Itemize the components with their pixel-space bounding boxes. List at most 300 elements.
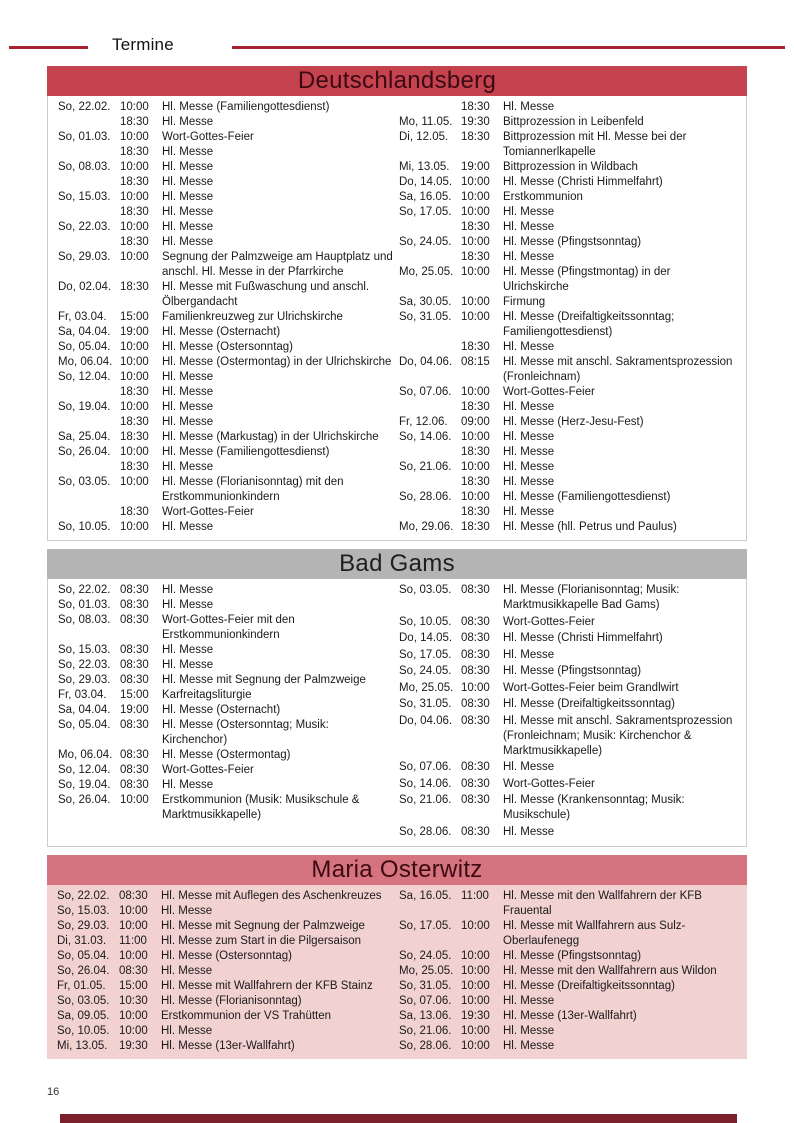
event-date: So, 17.05. [399, 648, 452, 661]
schedule-row [58, 115, 399, 130]
event-time: 08:30 [120, 779, 149, 791]
schedule-row [399, 825, 740, 840]
schedule-row [58, 355, 399, 370]
event-date: Do, 04.06. [399, 356, 453, 368]
event-date: So, 28.06. [399, 491, 452, 503]
event-description: Wort-Gottes-Feier [162, 764, 254, 776]
event-date: So, 10.05. [399, 615, 452, 628]
schedule-row [399, 475, 740, 490]
event-date: So, 14.06. [399, 431, 452, 443]
schedule-row [58, 643, 399, 658]
section-title-deutschlandsberg: Deutschlandsberg [47, 66, 747, 96]
header-rule-right [232, 46, 785, 49]
section-bad-gams [47, 549, 747, 847]
section-body-maria-osterwitz [47, 885, 747, 1059]
event-description: Hl. Messe [162, 584, 214, 596]
event-date: Sa, 16.05. [399, 890, 452, 902]
schedule-row [57, 889, 399, 904]
event-date: So, 15.03. [58, 191, 111, 203]
schedule-row [399, 979, 741, 994]
schedule-row [58, 310, 399, 325]
event-date: So, 26.04. [57, 965, 110, 977]
event-time: 19:30 [461, 116, 490, 128]
event-description: Hl. Messe (hll. Petrus und Paulus) [503, 521, 677, 533]
event-time: 18:30 [461, 521, 490, 533]
schedule-column-left [58, 583, 399, 841]
schedule-row [58, 520, 399, 535]
event-description: Hl. Messe [161, 1025, 213, 1037]
event-time: 10:00 [120, 101, 149, 113]
event-description: Hl. Messe mit Auflegen des Aschenkreuzes [161, 890, 382, 902]
schedule-row [399, 355, 740, 385]
event-date: So, 03.05. [57, 995, 110, 1007]
event-time: 10:00 [461, 980, 490, 992]
event-date: So, 22.02. [57, 890, 110, 902]
event-description: Hl. Messe mit Segnung der Palmzweige [161, 920, 365, 932]
page-header [0, 34, 794, 60]
event-time: 10:00 [120, 356, 149, 368]
schedule-row [58, 430, 399, 445]
event-time: 18:30 [461, 341, 490, 353]
event-description: Hl. Messe (Krankensonntag; Musik: Musikschule) [503, 794, 685, 821]
event-time: 18:30 [461, 446, 490, 458]
event-time: 10:00 [461, 311, 490, 323]
schedule-row [58, 658, 399, 673]
event-description: Hl. Messe (Florianisonntag; Musik: Marktmusikkapelle Bad Gams) [503, 584, 680, 611]
event-time: 10:00 [461, 491, 490, 503]
event-date: So, 19.04. [58, 779, 111, 791]
event-time: 10:00 [461, 296, 490, 308]
event-description: Wort-Gottes-Feier [162, 506, 254, 518]
event-description: Hl. Messe mit Wallfahrern aus Sulz-Oberlaufenegg [503, 920, 686, 947]
event-time: 08:30 [461, 761, 490, 773]
schedule-row [58, 400, 399, 415]
event-time: 19:00 [120, 326, 149, 338]
event-date: Mi, 13.05. [399, 161, 450, 173]
event-description: Bittprozession in Leibenfeld [503, 116, 644, 128]
event-description: Hl. Messe [161, 905, 213, 917]
event-date: So, 10.05. [57, 1025, 110, 1037]
event-description: Hl. Messe [161, 965, 213, 977]
event-time: 18:30 [461, 401, 490, 413]
schedule-row [58, 415, 399, 430]
event-description: Familienkreuzweg zur Ulrichskirche [162, 311, 343, 323]
event-time: 08:30 [461, 825, 490, 838]
event-time: 08:30 [120, 764, 149, 776]
event-time: 08:30 [461, 648, 490, 661]
event-date: Do, 14.05. [399, 632, 453, 644]
event-description: Erstkommunion (Musik: Musikschule & Marktmusikkapelle) [162, 794, 360, 821]
event-date: So, 31.05. [399, 311, 452, 323]
event-time: 08:30 [120, 599, 149, 611]
schedule-row [58, 145, 399, 160]
event-description: Wort-Gottes-Feier [503, 777, 595, 790]
event-description: Hl. Messe [162, 461, 214, 473]
event-description: Hl. Messe (Pfingstsonntag) [503, 665, 642, 677]
event-time: 18:30 [461, 221, 490, 233]
schedule-column-left [57, 889, 399, 1054]
event-description: Hl. Messe [162, 401, 214, 413]
event-date: So, 22.02. [58, 101, 111, 113]
event-date: So, 17.05. [399, 920, 452, 932]
schedule-row [399, 130, 740, 160]
event-description: Hl. Messe (Florianisonntag) mit den Erstkommunionkindern [162, 476, 344, 503]
event-description: Hl. Messe (Ostersonntag) [162, 341, 294, 353]
schedule-row [58, 160, 399, 175]
schedule-row [58, 385, 399, 400]
event-description: Hl. Messe (Dreifaltigkeitssonntag; Familiengottesdienst) [503, 311, 675, 338]
event-date: Do, 02.04. [58, 281, 112, 293]
event-date: So, 29.03. [58, 251, 111, 263]
event-date: So, 24.05. [399, 665, 452, 677]
event-time: 19:00 [120, 704, 149, 716]
schedule-row [57, 949, 399, 964]
schedule-row [399, 615, 740, 630]
event-description: Hl. Messe (Pfingstmontag) in der Ulrichskirche [503, 266, 671, 293]
event-time: 10:00 [119, 920, 148, 932]
schedule-column-right [399, 100, 740, 535]
schedule-row [57, 1039, 399, 1054]
event-date: Mo, 25.05. [399, 266, 454, 278]
event-time: 10:00 [120, 221, 149, 233]
schedule-row [399, 340, 740, 355]
schedule-row [58, 280, 399, 310]
event-time: 19:00 [461, 161, 490, 173]
event-date: Fr, 03.04. [58, 689, 107, 701]
schedule-row [58, 370, 399, 385]
event-description: Hl. Messe mit Fußwaschung und anschl. Ölbergandacht [162, 281, 370, 308]
event-time: 18:30 [120, 416, 149, 428]
event-description: Hl. Messe [162, 176, 214, 188]
event-date: Fr, 01.05. [57, 980, 106, 992]
event-time: 10:00 [461, 236, 490, 248]
event-description: Hl. Messe (Osternacht) [162, 704, 281, 716]
event-time: 08:30 [120, 659, 149, 671]
schedule-row [58, 325, 399, 340]
event-description: Hl. Messe [162, 644, 214, 656]
event-time: 18:30 [461, 506, 490, 518]
event-date: Mi, 13.05. [57, 1040, 108, 1052]
event-time: 08:30 [120, 674, 149, 686]
event-time: 10:00 [119, 950, 148, 962]
schedule-content [47, 66, 747, 1067]
schedule-row [399, 460, 740, 475]
event-description: Hl. Messe zum Start in die Pilgersaison [161, 935, 362, 947]
event-date: So, 22.03. [58, 221, 111, 233]
event-description: Hl. Messe (Osternacht) [162, 326, 281, 338]
event-time: 18:30 [120, 281, 149, 293]
event-description: Hl. Messe (Familiengottesdienst) [162, 446, 330, 458]
event-description: Hl. Messe (Markustag) in der Ulrichskirche [162, 431, 379, 443]
event-description: Hl. Messe [503, 476, 555, 488]
schedule-row [58, 703, 399, 718]
event-time: 18:30 [120, 431, 149, 443]
event-date: So, 01.03. [58, 131, 111, 143]
event-time: 11:00 [461, 890, 489, 902]
schedule-row [399, 115, 740, 130]
schedule-row [399, 400, 740, 415]
schedule-row [399, 385, 740, 400]
schedule-row [58, 460, 399, 475]
event-date: Di, 31.03. [57, 935, 107, 947]
schedule-row [58, 175, 399, 190]
schedule-row [399, 949, 741, 964]
event-description: Hl. Messe [162, 386, 214, 398]
event-description: Hl. Messe [503, 1040, 555, 1052]
schedule-row [399, 100, 740, 115]
event-description: Hl. Messe [503, 206, 555, 218]
event-description: Hl. Messe (Familiengottesdienst) [162, 101, 330, 113]
event-time: 18:30 [120, 386, 149, 398]
schedule-row [58, 688, 399, 703]
event-date: Sa, 30.05. [399, 296, 452, 308]
event-description: Hl. Messe [503, 341, 555, 353]
event-description: Hl. Messe mit den Wallfahrern aus Wildon [503, 965, 717, 977]
event-time: 15:00 [119, 980, 148, 992]
event-date: So, 29.03. [58, 674, 111, 686]
event-description: Hl. Messe (Ostermontag) [162, 749, 291, 761]
event-time: 10:00 [461, 950, 490, 962]
event-date: Mo, 06.04. [58, 356, 113, 368]
event-description: Karfreitagsliturgie [162, 689, 252, 701]
event-time: 18:30 [120, 461, 149, 473]
event-time: 10:00 [461, 191, 490, 203]
event-description: Hl. Messe [503, 446, 555, 458]
schedule-row [399, 777, 740, 792]
event-date: Do, 04.06. [399, 714, 453, 727]
schedule-row [58, 778, 399, 793]
event-description: Wort-Gottes-Feier beim Grandlwirt [503, 681, 679, 694]
event-time: 10:00 [120, 161, 149, 173]
schedule-row [58, 205, 399, 220]
event-time: 18:30 [120, 176, 149, 188]
schedule-row [58, 475, 399, 505]
event-time: 18:30 [461, 101, 490, 113]
event-description: Hl. Messe [162, 659, 214, 671]
event-description: Hl. Messe (Ostersonntag; Musik: Kirchenchor) [162, 719, 329, 746]
event-time: 15:00 [120, 311, 149, 323]
event-date: Sa, 04.04. [58, 326, 111, 338]
event-date: Sa, 09.05. [57, 1010, 110, 1022]
event-time: 18:30 [461, 251, 490, 263]
event-date: So, 10.05. [58, 521, 111, 533]
footer-bar [60, 1114, 737, 1123]
section-deutschlandsberg [47, 66, 747, 541]
schedule-row [58, 583, 399, 598]
event-description: Wort-Gottes-Feier [162, 131, 254, 143]
event-date: Mo, 11.05. [399, 116, 453, 128]
event-date: So, 03.05. [58, 476, 111, 488]
event-description: Bittprozession mit Hl. Messe bei der Tomiannerlkapelle [503, 131, 687, 158]
event-time: 08:15 [461, 356, 490, 368]
schedule-row [58, 190, 399, 205]
event-time: 10:30 [119, 995, 148, 1007]
event-description: Hl. Messe [162, 371, 214, 383]
event-description: Erstkommunion [503, 191, 583, 203]
event-description: Hl. Messe [503, 221, 555, 233]
schedule-row [399, 760, 740, 775]
section-title-maria-osterwitz: Maria Osterwitz [47, 855, 747, 885]
event-date: Mo, 06.04. [58, 749, 113, 761]
schedule-row [399, 205, 740, 220]
event-date: So, 12.04. [58, 371, 111, 383]
schedule-row [399, 160, 740, 175]
schedule-row [399, 1009, 741, 1024]
event-description: Hl. Messe [162, 779, 214, 791]
event-description: Firmung [503, 296, 546, 308]
event-time: 18:30 [120, 116, 149, 128]
event-description: Hl. Messe [503, 251, 555, 263]
schedule-row [57, 934, 399, 949]
event-time: 10:00 [461, 965, 490, 977]
schedule-row [399, 415, 740, 430]
schedule-row [399, 631, 740, 646]
event-time: 10:00 [461, 206, 490, 218]
event-time: 08:30 [461, 584, 490, 596]
event-time: 18:30 [120, 206, 149, 218]
event-description: Hl. Messe [503, 761, 555, 773]
section-title-bad-gams: Bad Gams [47, 549, 747, 579]
schedule-row [58, 235, 399, 250]
event-time: 10:00 [120, 191, 149, 203]
event-date: So, 26.04. [58, 794, 111, 806]
event-description: Hl. Messe [162, 161, 214, 173]
event-description: Hl. Messe [162, 116, 214, 128]
event-time: 18:30 [120, 236, 149, 248]
event-time: 08:30 [461, 794, 490, 806]
event-description: Hl. Messe [503, 401, 555, 413]
event-date: So, 12.04. [58, 764, 111, 776]
event-time: 10:00 [461, 386, 490, 398]
schedule-row [399, 490, 740, 505]
event-description: Hl. Messe mit Wallfahrern der KFB Stainz [161, 980, 373, 992]
schedule-row [399, 505, 740, 520]
schedule-column-right [399, 583, 740, 841]
event-time: 09:00 [461, 416, 490, 428]
event-time: 10:00 [120, 476, 149, 488]
event-date: So, 26.04. [58, 446, 111, 458]
event-description: Bittprozession in Wildbach [503, 161, 638, 173]
page-number: 16 [47, 1086, 60, 1098]
schedule-row [399, 265, 740, 295]
event-date: Mo, 25.05. [399, 965, 454, 977]
event-time: 19:30 [119, 1040, 148, 1052]
schedule-row [399, 1024, 741, 1039]
event-description: Hl. Messe [162, 416, 214, 428]
header-rule-left [9, 46, 88, 49]
event-description: Hl. Messe [503, 101, 555, 113]
event-time: 08:30 [461, 615, 490, 628]
schedule-row [57, 994, 399, 1009]
event-description: Segnung der Palmzweige am Hauptplatz und anschl. Hl. Messe in der Pfarrkirche [162, 251, 393, 278]
event-time: 08:30 [461, 777, 490, 790]
schedule-row [57, 1009, 399, 1024]
schedule-row [399, 714, 740, 759]
event-date: So, 01.03. [58, 599, 111, 611]
event-description: Wort-Gottes-Feier mit den Erstkommunionkindern [162, 614, 295, 641]
schedule-row [399, 295, 740, 310]
event-time: 08:30 [461, 665, 490, 677]
event-date: Sa, 16.05. [399, 191, 452, 203]
event-date: Sa, 04.04. [58, 704, 111, 716]
event-description: Hl. Messe [162, 521, 214, 533]
event-date: So, 05.04. [58, 719, 111, 731]
event-description: Hl. Messe [162, 146, 214, 158]
schedule-row [57, 904, 399, 919]
section-body-deutschlandsberg [47, 96, 747, 541]
event-time: 10:00 [119, 1010, 148, 1022]
schedule-row [399, 994, 741, 1009]
event-description: Hl. Messe mit Segnung der Palmzweige [162, 674, 366, 686]
event-date: Mo, 25.05. [399, 681, 454, 694]
event-time: 18:30 [461, 131, 490, 143]
event-time: 19:30 [461, 1010, 490, 1022]
event-time: 08:30 [120, 614, 149, 626]
event-date: Fr, 12.06. [399, 416, 448, 428]
schedule-row [399, 250, 740, 265]
event-description: Hl. Messe mit den Wallfahrern der KFB Frauental [503, 890, 702, 917]
event-time: 10:00 [461, 995, 490, 1007]
schedule-row [58, 250, 399, 280]
event-description: Hl. Messe (Christi Himmelfahrt) [503, 176, 663, 188]
event-date: Mo, 29.06. [399, 521, 454, 533]
event-time: 10:00 [461, 461, 490, 473]
schedule-row [399, 220, 740, 235]
event-description: Hl. Messe mit anschl. Sakramentsprozession (Fronleichnam; Musik: Kirchenchor & Marktmusikkapelle) [503, 714, 733, 757]
event-date: Sa, 25.04. [58, 431, 111, 443]
event-time: 10:00 [461, 920, 490, 932]
event-time: 10:00 [120, 794, 149, 806]
event-description: Hl. Messe (Ostermontag) in der Ulrichskirche [162, 356, 392, 368]
schedule-row [58, 598, 399, 613]
page-title: Termine [112, 35, 174, 54]
event-description: Hl. Messe [162, 191, 214, 203]
event-time: 11:00 [119, 935, 147, 947]
schedule-row [399, 235, 740, 250]
event-description: Hl. Messe [162, 236, 214, 248]
schedule-row [58, 763, 399, 778]
schedule-row [399, 919, 741, 949]
schedule-row [399, 889, 741, 919]
event-time: 08:30 [119, 965, 148, 977]
event-date: So, 24.05. [399, 236, 452, 248]
section-maria-osterwitz [47, 855, 747, 1059]
event-description: Wort-Gottes-Feier [503, 615, 595, 628]
event-time: 15:00 [120, 689, 149, 701]
event-description: Hl. Messe [503, 825, 555, 838]
event-date: So, 07.06. [399, 995, 452, 1007]
event-date: So, 24.05. [399, 950, 452, 962]
schedule-row [399, 681, 740, 696]
event-date: So, 19.04. [58, 401, 111, 413]
event-time: 10:00 [461, 266, 490, 278]
schedule-row [58, 793, 399, 823]
schedule-row [399, 964, 741, 979]
schedule-row [58, 613, 399, 643]
event-date: So, 05.04. [57, 950, 110, 962]
event-date: So, 08.03. [58, 161, 111, 173]
event-time: 08:30 [461, 698, 490, 710]
event-description: Hl. Messe (13er-Wallfahrt) [503, 1010, 637, 1022]
section-body-bad-gams [47, 579, 747, 847]
event-description: Hl. Messe (Familiengottesdienst) [503, 491, 671, 503]
event-time: 10:00 [120, 521, 149, 533]
schedule-row [58, 130, 399, 145]
schedule-row [399, 793, 740, 823]
schedule-row [399, 310, 740, 340]
schedule-row [58, 748, 399, 763]
event-time: 10:00 [461, 431, 490, 443]
